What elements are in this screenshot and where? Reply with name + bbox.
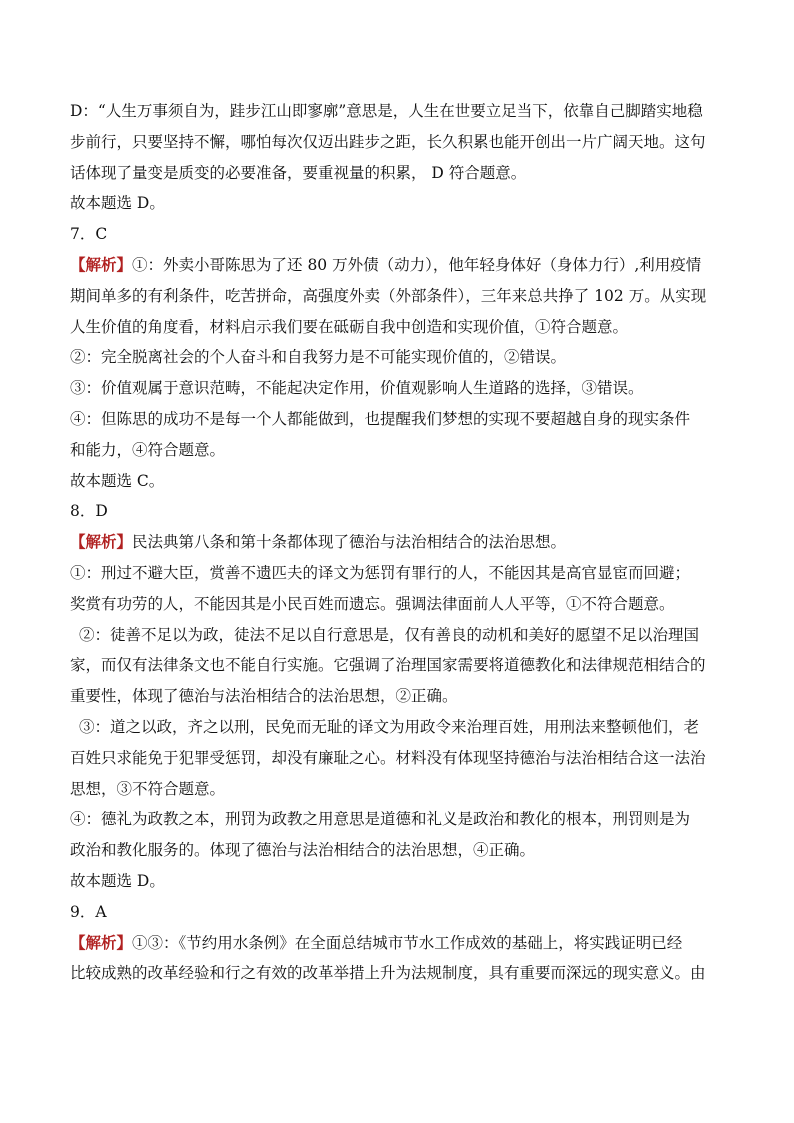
analysis-tag: 【解析】 bbox=[70, 932, 133, 952]
line-text: ③：价值观属于意识范畴，不能起决定作用，价值观影响人生道路的选择，③错误。 bbox=[70, 379, 644, 398]
text-line bbox=[70, 496, 730, 527]
text-line bbox=[70, 342, 730, 373]
text-line bbox=[70, 743, 730, 774]
line-text: 7．C bbox=[70, 225, 108, 244]
text-line bbox=[70, 250, 730, 281]
line-text: 政治和教化服务的。体现了德治与法治相结合的法治思想，④正确。 bbox=[70, 841, 536, 860]
analysis-tag: 【解析】 bbox=[70, 532, 133, 552]
line-text: 人生价值的角度看，材料启示我们要在砥砺自我中创造和实现价值，①符合题意。 bbox=[70, 317, 629, 336]
line-text: 故本题选 D。 bbox=[70, 194, 165, 213]
line-text: ④：德礼为政教之本，刑罚为政教之用意思是道德和礼义是政治和教化的根本，刑罚则是为 bbox=[70, 810, 691, 829]
line-text: 民法典第八条和第十条都体现了德治与法治相结合的法治思想。 bbox=[132, 533, 567, 552]
text-line bbox=[70, 774, 730, 805]
line-text: 比较成熟的改革经验和行之有效的改革举措上升为法规制度，具有重要而深远的现实意义。由 bbox=[70, 964, 706, 983]
text-line bbox=[70, 650, 730, 681]
line-text: ①：外卖小哥陈思为了还 80 万外债（动力），他年轻身体好（身体力行）,利用疫情 bbox=[132, 255, 702, 274]
line-text: 8．D bbox=[70, 502, 108, 521]
text-line bbox=[70, 866, 730, 897]
line-text: ①：刑过不避大臣，赏善不遗匹夫的译文为惩罚有罪行的人，不能因其是高官显宦而回避； bbox=[70, 563, 691, 582]
text-line bbox=[70, 958, 730, 989]
text-line bbox=[70, 897, 730, 928]
line-text: 步前行，只要坚持不懈，哪怕每次仅迈出跬步之距，长久积累也能开创出一片广阔天地。这句 bbox=[70, 132, 706, 151]
line-text: 期间单多的有利条件，吃苦拼命，高强度外卖（外部条件），三年来总共挣了 102 万。从实现 bbox=[70, 286, 707, 305]
line-text: 话体现了量变是质变的必要准备，要重视量的积累， D 符合题意。 bbox=[70, 163, 527, 182]
text-line bbox=[70, 466, 730, 497]
text-line bbox=[70, 281, 730, 312]
text-line bbox=[70, 373, 730, 404]
text-line bbox=[70, 404, 730, 435]
text-line bbox=[70, 312, 730, 343]
text-line bbox=[70, 835, 730, 866]
text-line bbox=[70, 928, 730, 959]
text-line bbox=[70, 158, 730, 189]
text-line bbox=[70, 188, 730, 219]
line-text: ②：完全脱离社会的个人奋斗和自我努力是不可能实现价值的，②错误。 bbox=[70, 348, 567, 367]
text-line bbox=[70, 127, 730, 158]
text-line bbox=[70, 804, 730, 835]
line-text: ③：道之以政，齐之以刑，民免而无耻的译文为用政令来治理百姓，用刑法来整顿他们，老 bbox=[79, 717, 700, 736]
text-line bbox=[70, 620, 730, 651]
line-text: 故本题选 D。 bbox=[70, 871, 165, 890]
line-text: 故本题选 C。 bbox=[70, 471, 165, 490]
line-text: 家，而仅有法律条文也不能自行实施。它强调了治理国家需要将道德教化和法律规范相结合的 bbox=[70, 656, 706, 675]
line-text: 重要性，体现了德治与法治相结合的法治思想，②正确。 bbox=[70, 687, 458, 706]
line-text: ②：徒善不足以为政，徒法不足以自行意思是，仅有善良的动机和美好的愿望不足以治理国 bbox=[79, 625, 700, 644]
line-text: 百姓只求能免于犯罪受惩罚，却没有廉耻之心。材料没有体现坚持德治与法治相结合这一法治 bbox=[70, 748, 706, 767]
text-line bbox=[70, 435, 730, 466]
line-text: 9．A bbox=[70, 902, 107, 921]
line-text: ①③：《节约用水条例》在全面总结城市节水工作成效的基础上，将实践证明已经 bbox=[132, 933, 683, 952]
text-line bbox=[70, 219, 730, 250]
line-text: ④：但陈思的成功不是每一个人都能做到，也提醒我们梦想的实现不要超越自身的现实条件 bbox=[70, 409, 691, 428]
line-text: 和能力，④符合题意。 bbox=[70, 440, 226, 459]
text-line bbox=[70, 96, 730, 127]
line-text: 奖赏有功劳的人，不能因其是小民百姓而遗忘。强调法律面前人人平等，①不符合题意。 bbox=[70, 594, 675, 613]
analysis-tag: 【解析】 bbox=[70, 254, 133, 274]
text-line bbox=[70, 527, 730, 558]
line-text: D：“人生万事须自为，跬步江山即寥廓”意思是，人生在世要立足当下，依靠自己脚踏实地稳 bbox=[70, 102, 703, 120]
document-page bbox=[70, 96, 730, 989]
line-text: 思想，③不符合题意。 bbox=[70, 779, 226, 798]
text-line bbox=[70, 558, 730, 589]
text-line bbox=[70, 589, 730, 620]
text-line bbox=[70, 712, 730, 743]
text-line bbox=[70, 681, 730, 712]
